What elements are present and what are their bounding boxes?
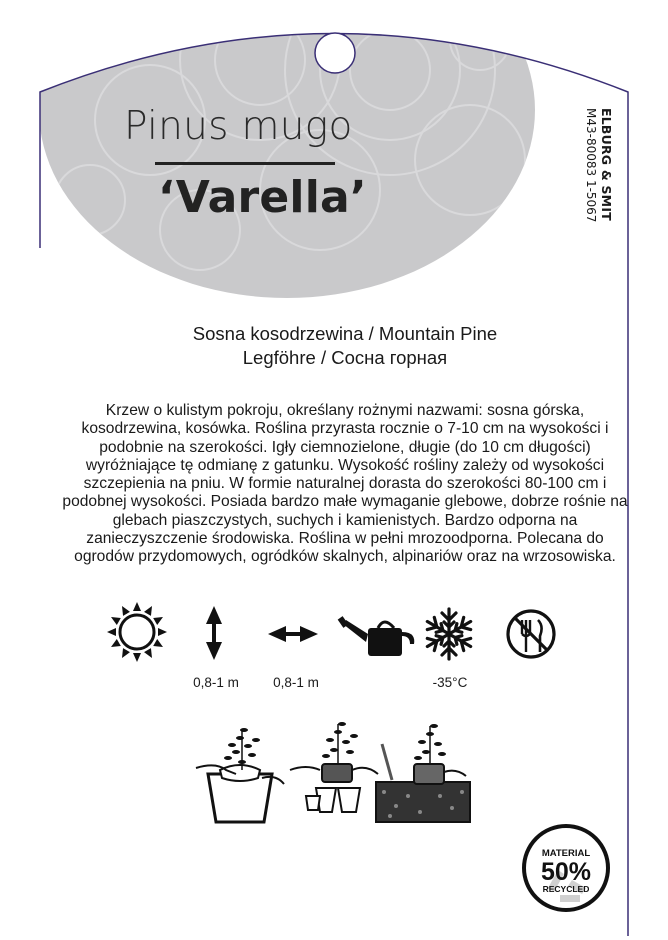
recycle-badge [524,826,608,910]
plant-in-ground-step [376,724,470,822]
brand-block [585,108,613,238]
no-eating-icon [508,611,554,657]
hang-hole [315,33,355,73]
recycle-top-text: MATERIAL [541,848,591,859]
height-arrow-icon [206,606,222,660]
brand-name: ELBURG & SMIT [599,108,614,221]
watering-can-icon [338,616,415,656]
common-names-line-2: Legföhre / Сосна горная [242,347,448,368]
loosen-roots-step [290,722,378,812]
recycle-bottom-text: RECYCLED [542,884,590,894]
sun-icon [107,602,167,662]
width-arrow-icon [268,626,318,642]
height-value: 0,8-1 m [193,675,239,690]
recycle-percent-text: 50% [540,858,592,886]
common-names-line-1: Sosna kosodrzewina / Mountain Pine [192,323,498,344]
snowflake-icon [424,609,474,659]
remove-pot-step [196,728,284,822]
width-value: 0,8-1 m [273,675,319,690]
product-code: M43-80083 1-5067 [584,108,598,223]
latin-name: Pinus mugo [124,104,353,149]
title-divider [155,162,335,165]
common-names [60,322,630,370]
hardiness-value: -35°C [432,675,468,690]
plant-description: Krzew o kulistym pokroju, określany rożnymi nazwami: sosna górska, kosodrzewina, kosówka. Roślina przyrasta rocznie o 7-10 cm na wysokości i podobnie na szerokości. Igły ciemnozielone, długie (do 10 cm długości) wyróżniające tę odmianę z gatunku. Wysokość rośliny zależy od wysokości szczepienia na pniu. W formie naturalnej dorasta do szerokości 80-100 cm i podobnej wysokości. Posiada bardzo małe wymaganie glebowe, dobrze rośnie na glebach piaszczystych, suchych i kamienistych. Bardzo odporna na zanieczyszczenie środowiska. Roślina w pełni mrozoodporna. Polecana do ogrodów przydomowych, ogródków skalnych, alpinariów oraz na wrzosowiska. [62,402,628,566]
cultivar-name: ‘Varella’ [158,172,367,223]
